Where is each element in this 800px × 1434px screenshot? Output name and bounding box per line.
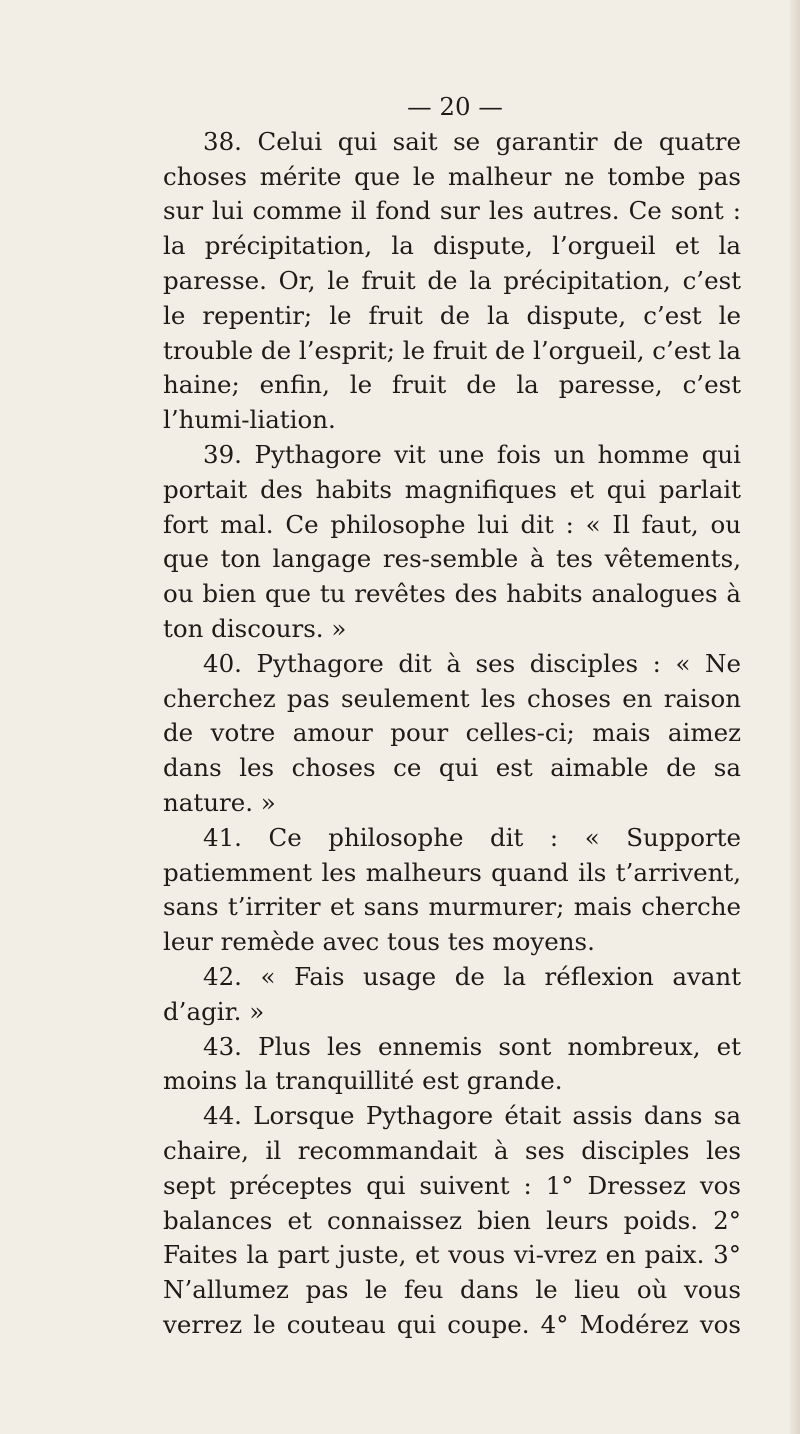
paragraph-39: 39. Pythagore vit une fois un homme qui portait des habits magnifiques et qui parlait fort mal. Ce philosophe lui dit : « Il faut, ou que ton langage res-semble à tes vêtements, ou bien que tu revêtes des habits analogues à ton discours. » xyxy=(163,439,741,643)
paragraph-41: 41. Ce philosophe dit : « Supporte patiemment les malheurs quand ils t’arrivent, sans t’irriter et sans murmurer; mais cherche leur remède avec tous tes moyens. xyxy=(163,822,741,957)
paragraph-42: 42. « Fais usage de la réflexion avant d’agir. » xyxy=(163,961,741,1026)
paragraph-44: 44. Lorsque Pythagore était assis dans sa chaire, il recommandait à ses disciples les sept préceptes qui suivent : 1° Dressez vos balances et connaissez bien leurs poids. 2° Faites la part juste, et vous vi-vrez en paix. 3° N’allumez pas le feu dans le lieu où vous verrez le couteau qui coupe. 4° Modérez vos xyxy=(163,1101,741,1339)
page-edge-shadow xyxy=(790,0,800,1434)
running-head-page-number: — 20 — xyxy=(407,92,503,121)
paragraph-38: 38. Celui qui sait se garantir de quatre choses mérite que le malheur ne tombe pas sur lui comme il fond sur les autres. Ce sont : la précipitation, la dispute, l’orgueil et la paresse. Or, le fruit de la précipitation, c’est le repentir; le fruit de la dispute, c’est le trouble de l’esprit; le fruit de l’orgueil, c’est la haine; enfin, le fruit de la paresse, c’est l’humi-liation. xyxy=(163,126,741,435)
text-block xyxy=(163,90,741,1343)
paragraph-40: 40. Pythagore dit à ses disciples : « Ne cherchez pas seulement les choses en raison de votre amour pour celles-ci; mais aimez dans les choses ce qui est aimable de sa nature. » xyxy=(163,648,741,817)
paragraph-43: 43. Plus les ennemis sont nombreux, et moins la tranquillité est grande. xyxy=(163,1031,741,1096)
